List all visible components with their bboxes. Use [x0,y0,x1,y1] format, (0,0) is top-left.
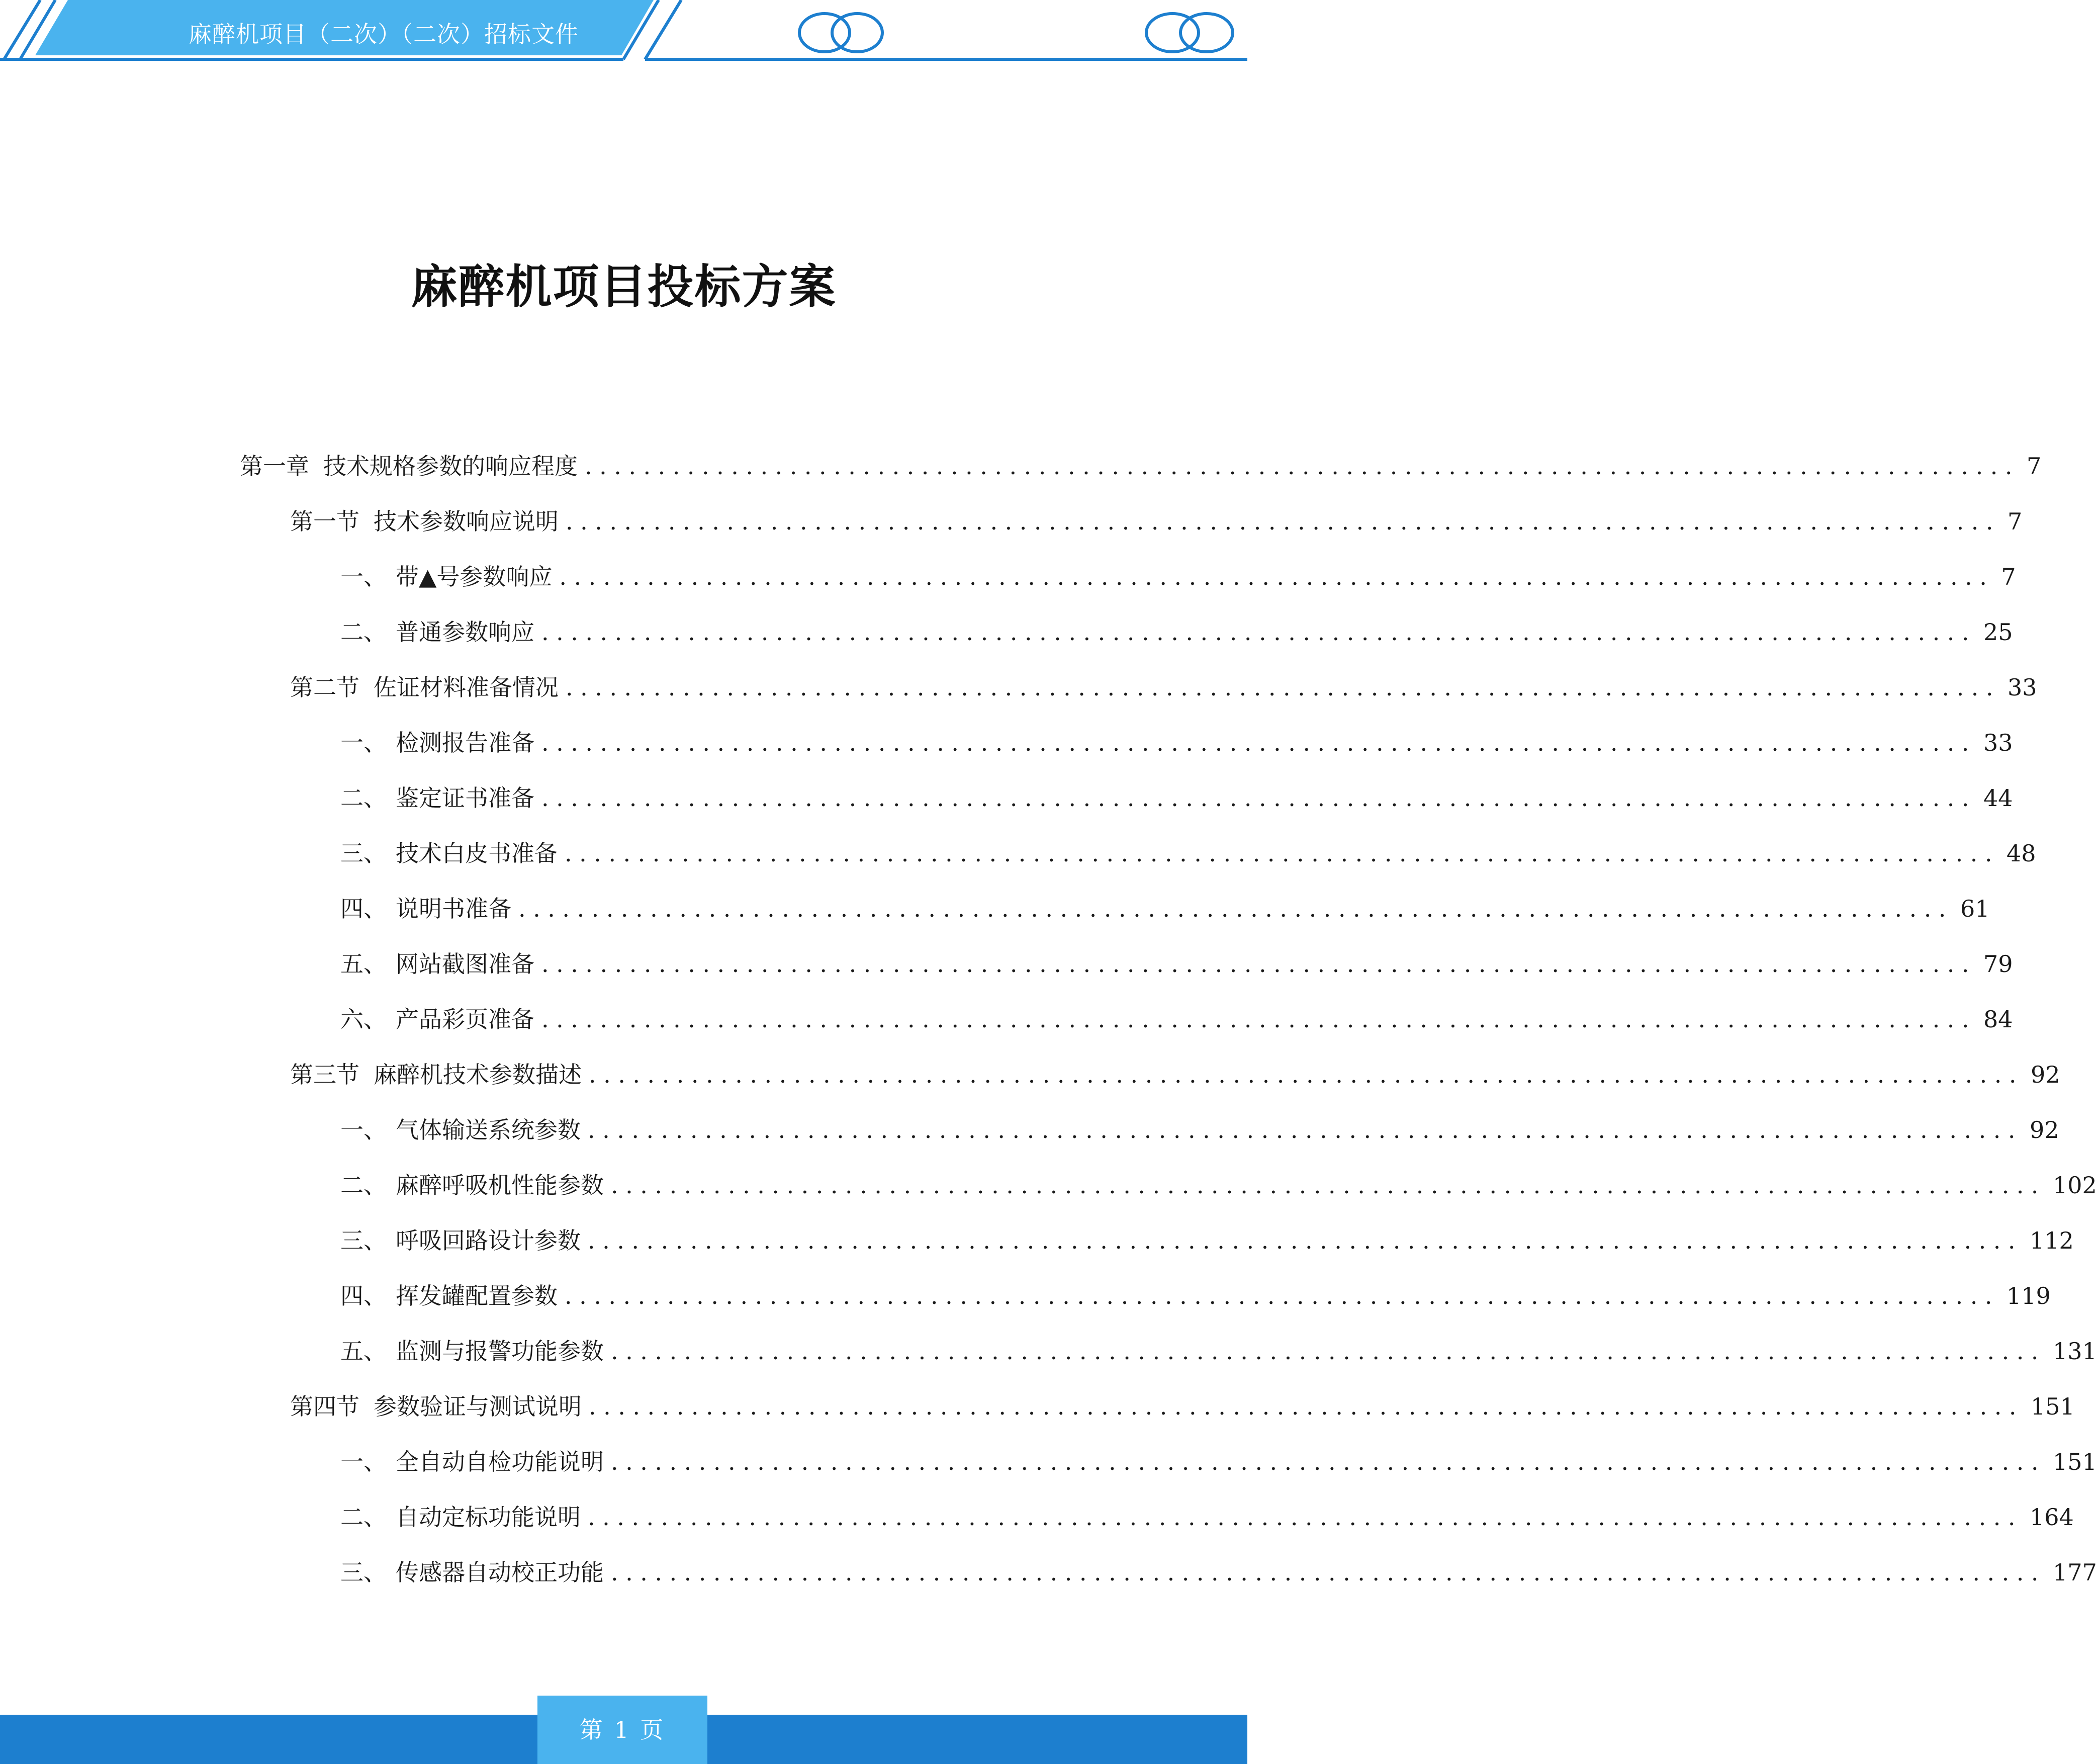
toc-entry[interactable] [290,494,2023,549]
toc-entry[interactable] [340,826,2036,881]
toc-dot-leader: .................................................................................................. [541,729,1976,756]
toc-entry-page: 61 [1960,895,1990,922]
toc-entry[interactable] [340,604,2013,660]
toc-entry[interactable] [340,1102,2059,1158]
toc-entry[interactable] [240,438,2042,494]
toc-entry[interactable] [340,1545,2097,1600]
toc-dot-leader: .................................................................................................. [611,1448,2046,1475]
toc-entry[interactable] [290,1379,2075,1434]
toc-entry-label: 全自动自检功能说明 [396,1448,604,1475]
toc-entry-number: 第一节 [290,508,359,535]
toc-entry[interactable] [340,1489,2074,1545]
toc-entry-number: 二、 [340,1172,387,1199]
toc-entry-label: 鉴定证书准备 [396,784,534,812]
toc-entry-label: 普通参数响应 [396,619,534,646]
toc-entry-label: 技术参数响应说明 [374,508,559,535]
toc-entry-page: 102 [2052,1172,2097,1199]
toc-entry[interactable] [290,660,2037,715]
toc-entry-page: 79 [1983,950,2013,978]
toc-entry-page: 33 [1983,729,2013,756]
header-banner-graphic [0,0,1247,65]
toc-entry-page: 92 [2029,1116,2059,1143]
toc-entry-page: 7 [2001,563,2016,590]
toc-entry-label: 产品彩页准备 [396,1006,534,1033]
toc-entry-page: 151 [2030,1393,2075,1420]
toc-entry-page: 7 [2007,508,2023,535]
toc-entry-label: 呼吸回路设计参数 [396,1227,581,1254]
toc-entry-label: 网站截图准备 [396,950,534,978]
toc-entry[interactable] [340,992,2013,1047]
toc-entry-page: 25 [1983,619,2013,646]
toc-entry[interactable] [340,770,2013,826]
toc-entry-label: 技术白皮书准备 [396,840,558,867]
toc-entry-label: 说明书准备 [396,895,511,922]
toc-dot-leader: .................................................................................................. [541,619,1976,646]
page-header [0,0,1247,65]
page-number: 第 1 页 [579,1716,666,1743]
toc-dot-leader: .................................................................................................. [518,895,1953,922]
toc-dot-leader: .................................................................................................. [541,950,1976,978]
toc-entry-page: 84 [1983,1006,2013,1033]
double-ring-icon [799,14,882,52]
toc-entry-page: 48 [2006,840,2036,867]
toc-entry-label: 挥发罐配置参数 [396,1282,558,1309]
toc-entry-page: 92 [2030,1061,2060,1088]
toc-dot-leader: .................................................................................................. [541,784,1976,812]
toc-entry[interactable] [340,715,2013,770]
toc-entry[interactable] [340,1434,2097,1489]
toc-entry-label: 麻醉呼吸机性能参数 [396,1172,604,1199]
toc-dot-leader: .................................................................................................. [559,563,1994,590]
toc-entry[interactable] [340,936,2013,992]
double-ring-icon [1146,14,1233,52]
toc-entry-number: 四、 [340,895,387,922]
toc-entry[interactable] [340,549,2016,604]
toc-dot-leader: .................................................................................................. [566,508,2000,535]
toc-entry[interactable] [340,881,1990,936]
toc-entry-label: 监测与报警功能参数 [396,1338,604,1365]
toc-dot-leader: .................................................................................................. [611,1559,2046,1586]
toc-entry-label: 技术规格参数的响应程度 [323,453,578,480]
toc-entry-label: 气体输送系统参数 [396,1116,581,1143]
toc-entry-number: 三、 [340,840,387,867]
toc-entry-number: 五、 [340,950,387,978]
toc-entry-page: 131 [2052,1338,2097,1365]
toc-entry-label: 麻醉机技术参数描述 [374,1061,582,1088]
toc-dot-leader: .................................................................................................. [565,840,1999,867]
toc-entry-label: 传感器自动校正功能 [396,1559,604,1586]
toc-dot-leader: .................................................................................................. [566,674,2000,701]
toc-dot-leader: .................................................................................................. [588,1504,2023,1531]
toc-entry-page: 44 [1983,784,2013,812]
toc-dot-leader: .................................................................................................. [565,1282,1999,1309]
toc-entry-number: 一、 [340,729,387,756]
toc-entry-number: 六、 [340,1006,387,1033]
toc-entry[interactable] [340,1268,2051,1324]
toc-dot-leader: .................................................................................................. [589,1393,2024,1420]
toc-entry-number: 一、 [340,1116,387,1143]
toc-entry-number: 二、 [340,1504,387,1531]
toc-entry-label: 带▲号参数响应 [396,563,553,590]
toc-entry[interactable] [340,1324,2097,1379]
toc-dot-leader: .................................................................................................. [588,1116,2023,1143]
toc-entry[interactable] [340,1158,2097,1213]
toc-entry-number: 第二节 [290,674,359,701]
toc-entry-number: 四、 [340,1282,387,1309]
toc-dot-leader: .................................................................................................. [589,1061,2024,1088]
toc-entry-page: 164 [2029,1504,2074,1531]
toc-entry-number: 三、 [340,1559,387,1586]
toc-entry[interactable] [290,1047,2060,1102]
toc-dot-leader: .................................................................................................. [611,1338,2046,1365]
toc-entry-page: 119 [2006,1282,2051,1309]
toc-dot-leader: .................................................................................................. [611,1172,2046,1199]
header-title: 麻醉机项目（二次）（二次）招标文件 [189,21,579,48]
toc-entry-label: 自动定标功能说明 [396,1504,581,1531]
toc-entry[interactable] [340,1213,2074,1268]
toc-entry-number: 一、 [340,563,387,590]
toc-dot-leader: .................................................................................................. [585,453,2020,480]
toc-entry-label: 参数验证与测试说明 [374,1393,582,1420]
toc-entry-number: 二、 [340,619,387,646]
toc-entry-number: 五、 [340,1338,387,1365]
document-title: 麻醉机项目投标方案 [411,259,837,314]
toc-entry-page: 177 [2052,1559,2097,1586]
toc-entry-label: 检测报告准备 [396,729,534,756]
toc-entry-page: 7 [2026,453,2042,480]
toc-entry-number: 第一章 [240,453,309,480]
toc-entry-number: 第四节 [290,1393,359,1420]
toc-entry-page: 33 [2007,674,2037,701]
toc-entry-number: 三、 [340,1227,387,1254]
toc-entry-page: 112 [2029,1227,2074,1254]
toc-dot-leader: .................................................................................................. [588,1227,2023,1254]
toc-entry-number: 第三节 [290,1061,359,1088]
toc-dot-leader: .................................................................................................. [541,1006,1976,1033]
toc-entry-label: 佐证材料准备情况 [374,674,559,701]
toc-entry-number: 二、 [340,784,387,812]
toc-entry-page: 151 [2052,1448,2097,1475]
toc-entry-number: 一、 [340,1448,387,1475]
